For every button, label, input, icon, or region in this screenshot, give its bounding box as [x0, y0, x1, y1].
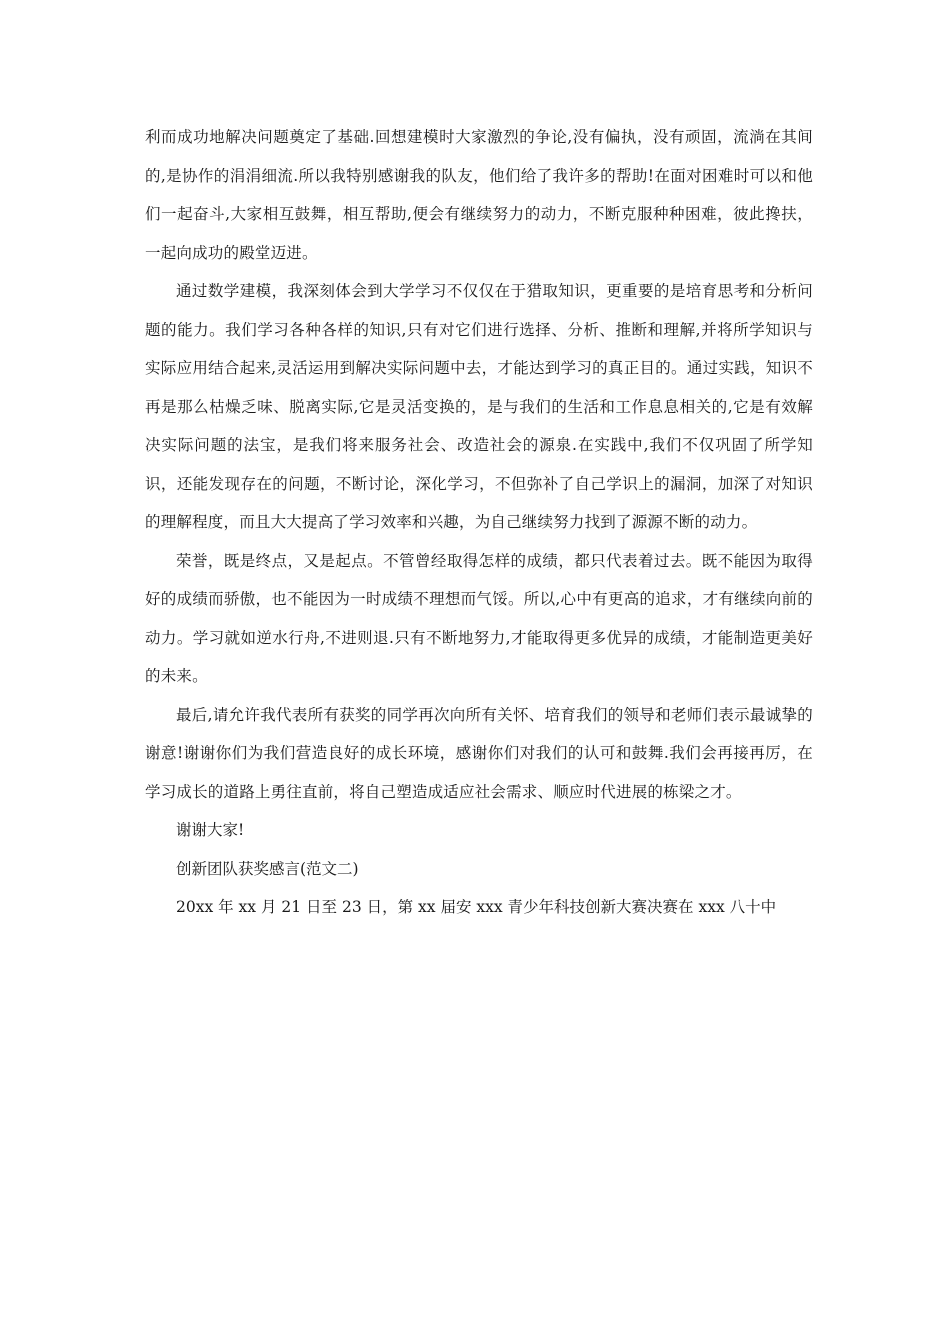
- paragraph-5-start: 20xx 年 xx 月 21 日至 23 日，第 xx 届安 xxx 青少年科技创新大赛决赛在 xxx 八十中: [176, 898, 777, 916]
- thanks-line: 谢谢大家!: [176, 821, 245, 839]
- paragraph-3: 荣誉，既是终点，又是起点。不管曾经取得怎样的成绩，都只代表着过去。既不能因为取得好的成绩而骄傲，也不能因为一时成绩不理想而气馁。所以,心中有更高的追求，才有继续向前的动力。学习就如逆水行舟,不进则退.只有不断地努力,才能取得更多优异的成绩，才能制造更美好的未来。: [145, 551, 813, 685]
- paragraph-1: 利而成功地解决问题奠定了基础.回想建模时大家激烈的争论,没有偏执，没有顽固，流淌在其间的,是协作的涓涓细流.所以我特别感谢我的队友，他们给了我许多的帮助!在面对困难时可以和他们一起奋斗,大家相互鼓舞，相互帮助,便会有继续努力的动力，不断克服种种困难，彼此搀扶，一起向成功的殿堂迈进。: [145, 128, 813, 262]
- paragraph-2: 通过数学建模，我深刻体会到大学学习不仅仅在于猎取知识，更重要的是培育思考和分析问题的能力。我们学习各种各样的知识,只有对它们进行选择、分析、推断和理解,并将所学知识与实际应用结合起来,灵活运用到解决实际问题中去，才能达到学习的真正目的。通过实践，知识不再是那么枯燥乏味、脱离实际,它是灵活变换的，是与我们的生活和工作息息相关的,它是有效解决实际问题的法宝，是我们将来服务社会、改造社会的源泉.在实践中,我们不仅巩固了所学知识，还能发现存在的问题，不断讨论，深化学习，不但弥补了自己学识上的漏洞，加深了对知识的理解程度，而且大大提高了学习效率和兴趣，为自己继续努力找到了源源不断的动力。: [145, 282, 813, 531]
- section-subtitle: 创新团队获奖感言(范文二): [176, 859, 359, 878]
- paragraph-4: 最后,请允许我代表所有获奖的同学再次向所有关怀、培育我们的领导和老师们表示最诚挚的谢意!谢谢你们为我们营造良好的成长环境，感谢你们对我们的认可和鼓舞.我们会再接再厉，在学习成长的道路上勇往直前，将自己塑造成适应社会需求、顺应时代进展的栋梁之才。: [145, 705, 813, 801]
- document-page: [145, 118, 813, 927]
